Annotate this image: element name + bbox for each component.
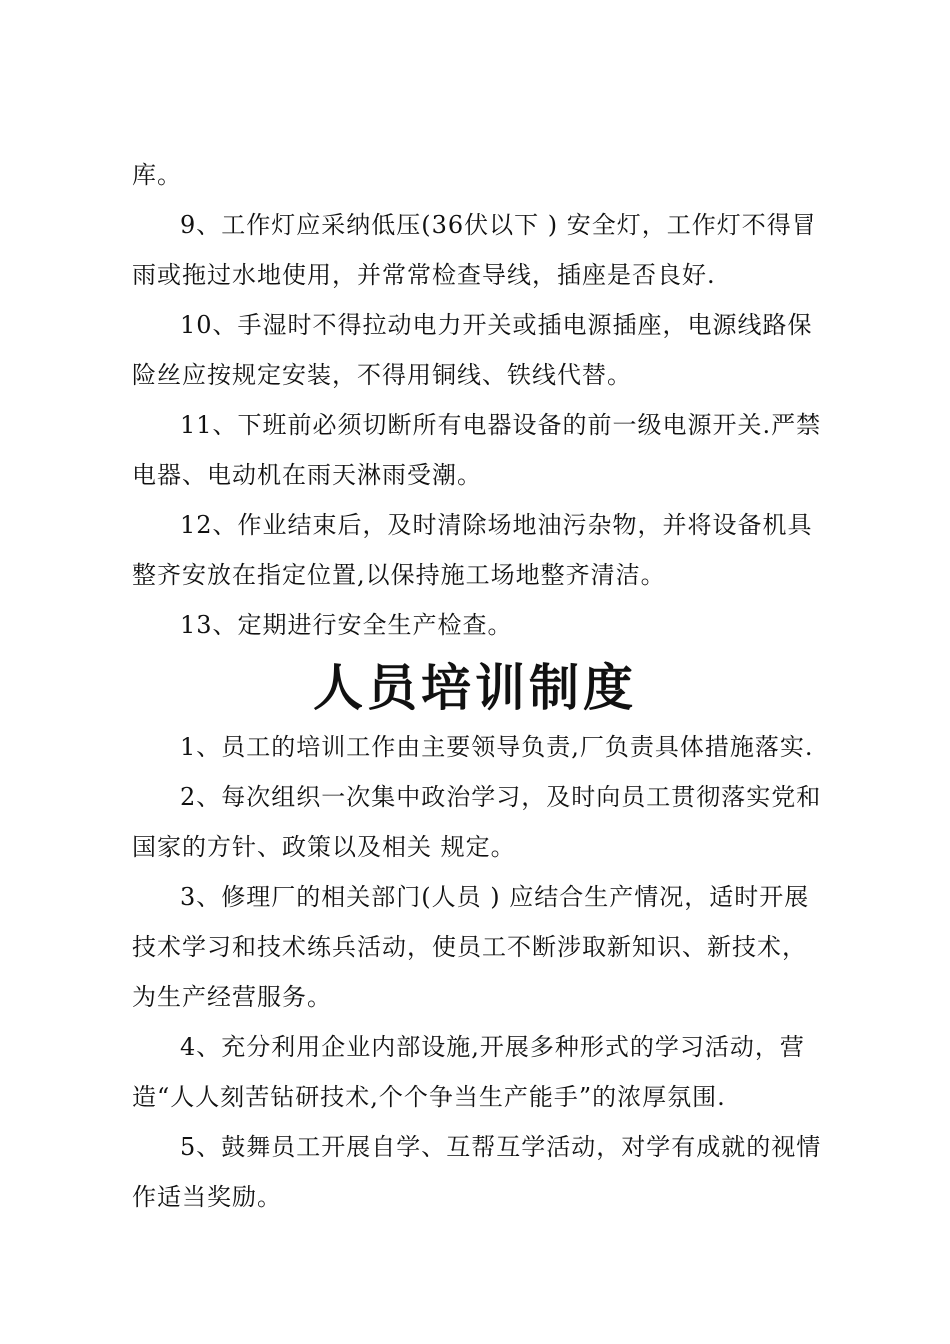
item-11-line-1: 11、下班前必须切断所有电器设备的前一级电源开关.严禁: [180, 411, 822, 439]
item-11-line-2: 电器、电动机在雨天淋雨受潮。: [132, 461, 482, 489]
training-item-5-line-1: 5、鼓舞员工开展自学、互帮互学活动，对学有成就的视情: [180, 1133, 822, 1161]
training-item-1-line-1: 1、员工的培训工作由主要领导负责,厂负责具体措施落实.: [180, 733, 814, 761]
training-item-4-line-2: 造“人人刻苦钻研技术,个个争当生产能手”的浓厚氛围.: [132, 1083, 726, 1111]
item-10-line-2: 险丝应按规定安装，不得用铜线、铁线代替。: [132, 361, 632, 389]
section2-text: [132, 722, 832, 1222]
text-line: 库。: [132, 161, 182, 189]
item-10-line-1: 10、手湿时不得拉动电力开关或插电源插座，电源线路保: [180, 311, 813, 339]
item-13-line-1: 13、定期进行安全生产检查。: [180, 611, 513, 639]
section1-text: [132, 150, 832, 650]
training-item-4-line-1: 4、充分利用企业内部设施,开展多种形式的学习活动，营: [180, 1033, 805, 1061]
item-9-line-2: 雨或拖过水地使用，并常常检查导线，插座是否良好.: [132, 261, 716, 289]
training-item-2-line-2: 国家的方针、政策以及相关 规定。: [132, 833, 516, 861]
training-item-3-line-2: 技术学习和技术练兵活动，使员工不断涉取新知识、新技术，: [132, 933, 807, 961]
item-9-line-1: 9、工作灯应采纳低压(36伏以下 ) 安全灯，工作灯不得冒: [180, 211, 817, 239]
training-item-3-line-1: 3、修理厂的相关部门(人员 ) 应结合生产情况，适时开展: [180, 883, 810, 911]
section-title: 人员培训制度: [313, 659, 637, 717]
training-item-2-line-1: 2、每次组织一次集中政治学习，及时向员工贯彻落实党和: [180, 783, 822, 811]
training-item-5-line-2: 作适当奖励。: [132, 1183, 282, 1211]
item-12-line-2: 整齐安放在指定位置,以保持施工场地整齐清洁。: [132, 561, 666, 589]
training-item-3-line-3: 为生产经营服务。: [132, 983, 332, 1011]
item-12-line-1: 12、作业结束后，及时清除场地油污杂物，并将设备机具: [180, 511, 813, 539]
